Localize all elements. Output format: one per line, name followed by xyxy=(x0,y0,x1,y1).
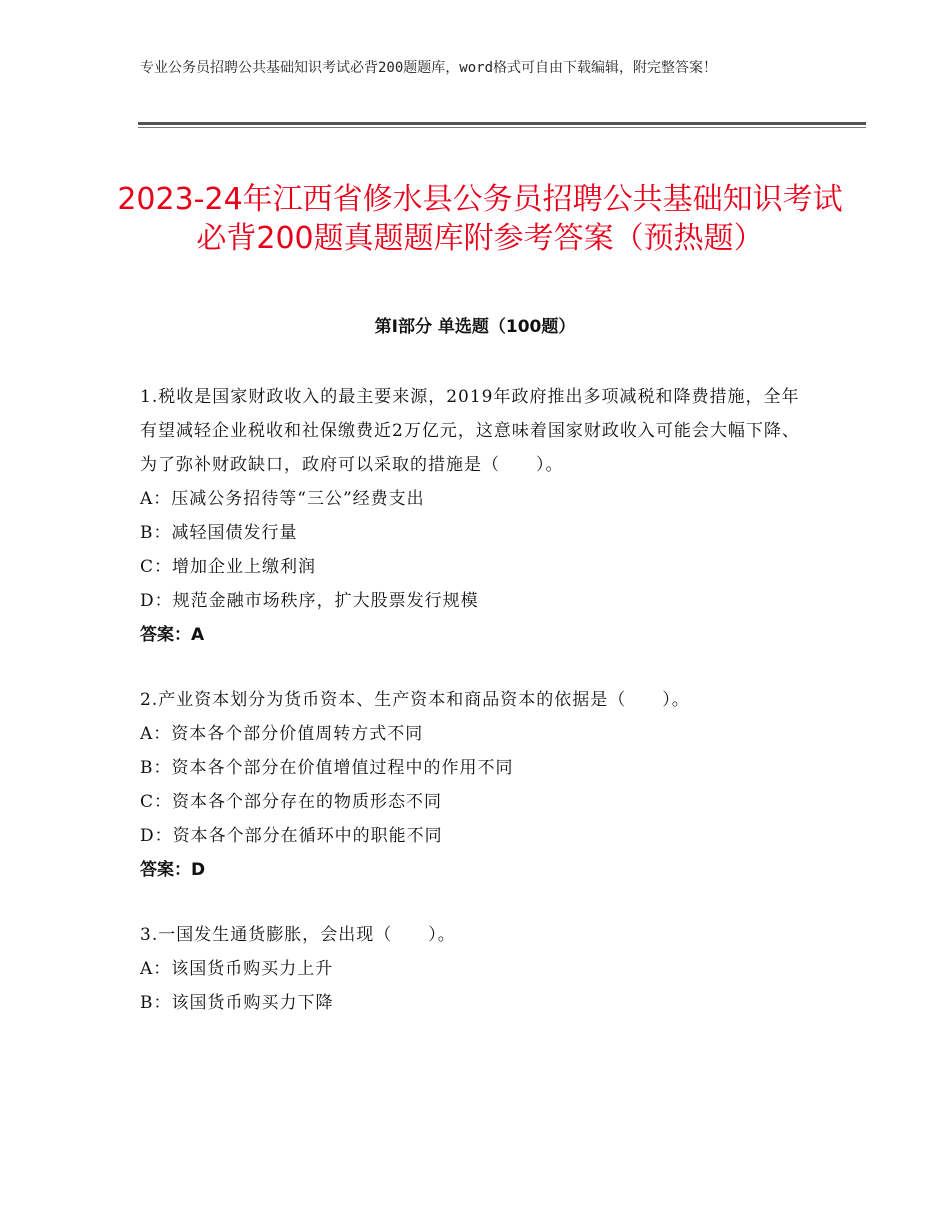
option-a: A：压减公务招待等“三公”经费支出 xyxy=(140,489,425,509)
option-a: A：资本各个部分价值周转方式不同 xyxy=(140,724,424,744)
option-c: C：资本各个部分存在的物质形态不同 xyxy=(140,792,443,812)
header-rule-thick xyxy=(138,122,866,125)
option-d: D：资本各个部分在循环中的职能不同 xyxy=(140,826,443,846)
answer-line: 答案：D xyxy=(140,860,206,880)
section-heading: 第Ⅰ部分 单选题（100题） xyxy=(374,317,576,337)
option-b: B：该国货币购买力下降 xyxy=(140,993,334,1013)
question-stem: 3.一国发生通货膨胀，会出现（ ）。 xyxy=(140,925,456,945)
option-b: B：资本各个部分在价值增值过程中的作用不同 xyxy=(140,758,514,778)
option-d: D：规范金融市场秩序，扩大股票发行规模 xyxy=(140,591,479,611)
question-list xyxy=(140,380,810,1051)
header-note: 专业公务员招聘公共基础知识考试必背200题题库，word格式可自由下载编辑，附完整答案！ xyxy=(140,60,717,76)
question-3 xyxy=(140,918,810,1020)
question-stem: 1.税收是国家财政收入的最主要来源，2019年政府推出多项减税和降费措施，全年有望减轻企业税收和社保缴费近2万亿元，这意味着国家财政收入可能会大幅下降、为了弥补财政缺口，政府可以采取的措施是（ ）。 xyxy=(140,387,800,475)
document-title: 2023-24年江西省修水县公务员招聘公共基础知识考试必背200题真题题库附参考答案（预热题） xyxy=(117,182,843,257)
question-1 xyxy=(140,380,810,652)
option-a: A：该国货币购买力上升 xyxy=(140,959,334,979)
question-2 xyxy=(140,683,810,887)
option-c: C：增加企业上缴利润 xyxy=(140,557,317,577)
answer-line: 答案：A xyxy=(140,625,205,645)
option-b: B：减轻国债发行量 xyxy=(140,523,298,543)
header-rule-thin xyxy=(138,127,866,128)
question-stem: 2.产业资本划分为货币资本、生产资本和商品资本的依据是（ ）。 xyxy=(140,690,690,710)
